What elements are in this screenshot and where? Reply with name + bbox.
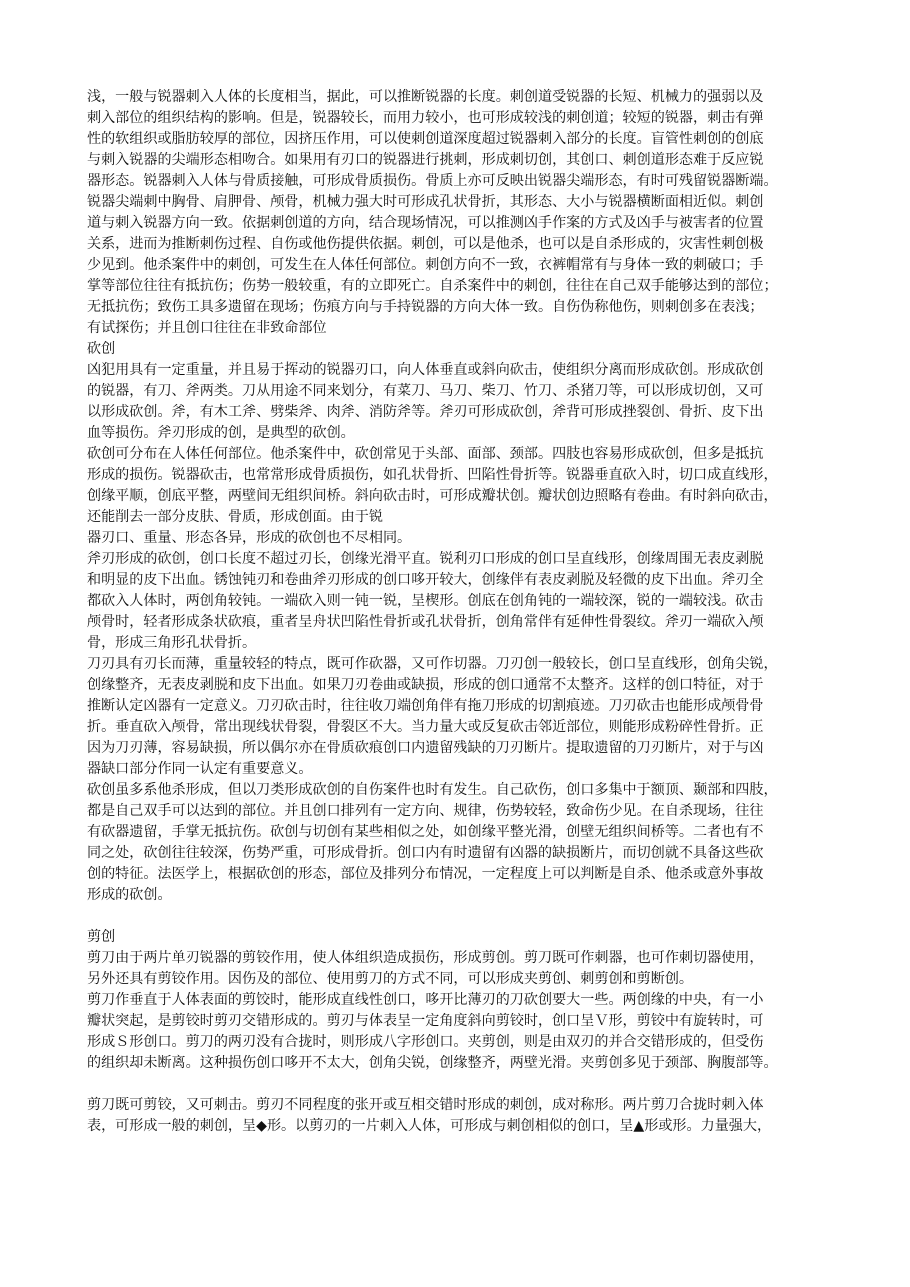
text-line: 以形成砍创。斧，有木工斧、劈柴斧、肉斧、消防斧等。斧刃可形成砍创，斧背可形成挫裂创、骨折、皮下出 bbox=[87, 404, 764, 420]
text-line: 推断认定凶器有一定意义。刀刃砍击时，往往收刀端创角伴有拖刀形成的切割痕迹。刀刃砍击也能形成颅骨骨 bbox=[87, 698, 764, 714]
text-line: 创的特征。法医学上，根据砍创的形态，部位及排列分布情况，一定程度上可以判断是自杀、他杀或意外事故 bbox=[87, 866, 764, 882]
text-line: 器形态。锐器刺入人体与骨质接触，可形成骨质损伤。骨质上亦可反映出锐器尖端形态，有时可残留锐器断端。 bbox=[87, 173, 778, 189]
text-line: 掌等部位往往有抵抗伤；伤势一般较重，有的立即死亡。自杀案件中的刺创，往往在自己双手能够达到的部位； bbox=[87, 278, 778, 294]
text-line: 性的软组织或脂肪较厚的部位，因挤压作用，可以使刺创道深度超过锐器刺入部分的长度。盲管性刺创的创底 bbox=[87, 131, 764, 147]
text-line: 形成的砍创。 bbox=[87, 887, 172, 903]
text-line: 和明显的皮下出血。锈蚀钝刃和卷曲斧刃形成的创口哆开较大，创缘伴有表皮剥脱及轻微的皮下出血。斧刃全 bbox=[87, 572, 764, 588]
text-line: 的锐器，有刀、斧两类。刀从用途不同来划分，有菜刀、马刀、柴刀、竹刀、杀猪刀等，可以形成切创，又可 bbox=[87, 383, 764, 399]
text-line: 另外还具有剪铰作用。因伤及的部位、使用剪刀的方式不同，可以形成夹剪创、刺剪创和剪断创。 bbox=[87, 971, 694, 987]
text-line: 剪创 bbox=[87, 929, 116, 945]
text-line: 剪刀作垂直于人体表面的剪饺时，能形成直线性创口，哆开比薄刃的刀砍创要大一些。两创缘的中央，有一小 bbox=[87, 992, 764, 1008]
text-line: 剪刀由于两片单刃锐器的剪铰作用，使人体组织造成损伤，形成剪创。剪刀既可作刺器，也可作刺切器使用， bbox=[87, 950, 764, 966]
text-line: 同之处，砍创往往较深，伤势严重，可形成骨折。创口内有时遗留有凶器的缺损断片，而切创就不具备这些砍 bbox=[87, 845, 764, 861]
text-line: 锐器尖端刺中胸骨、肩胛骨、颅骨，机械力强大时可形成孔状骨折，其形态、大小与锐器横断面相近似。刺创 bbox=[87, 194, 764, 210]
text-line: 创缘整齐，无表皮剥脱和皮下出血。如果刀刃卷曲或缺损，形成的创口通常不太整齐。这样的创口特征，对于 bbox=[87, 677, 764, 693]
document-page bbox=[87, 87, 832, 1137]
text-line: 刀刃具有刃长而薄，重量较轻的特点，既可作砍器，又可作切器。刀刃创一般较长，创口呈直线形，创角尖锐， bbox=[87, 656, 778, 672]
text-line: 与刺入锐器的尖端形态相吻合。如果用有刃口的锐器进行挑刺，形成刺切创，其创口、刺创道形态难于反应锐 bbox=[87, 152, 764, 168]
text-line: 器缺口部分作同一认定有重要意义。 bbox=[87, 761, 313, 777]
text-line: 都砍入人体时，两创角较钝。一端砍入则一钝一锐，呈楔形。创底在创角钝的一端较深，锐的一端较浅。砍击 bbox=[87, 593, 764, 609]
text-line: 有砍器遗留，手掌无抵抗伤。砍创与切创有某些相似之处，如创缘平整光滑，创壁无组织间桥等。二者也有不 bbox=[87, 824, 764, 840]
text-line: 刺入部位的组织结构的影响。但是，锐器较长，而用力较小，也可形成较浅的刺创道；较短的锐器，刺击有弹 bbox=[87, 110, 764, 126]
text-line: 创缘平顺，创底平整，两壁间无组织间桥。斜向砍击时，可形成瓣状创。瓣状创边照略有卷曲。有时斜向砍击， bbox=[87, 488, 778, 504]
text-line: 斧刃形成的砍创，创口长度不超过刃长，创缘光滑平直。锐利刃口形成的创口呈直线形，创缘周围无表皮剥脱 bbox=[87, 551, 764, 567]
text-line: 关系，进而为推断刺伤过程、自伤或他伤提供依据。刺创，可以是他杀，也可以是自杀形成的，灾害性刺创极 bbox=[87, 236, 764, 252]
text-line: 剪刀既可剪铰，又可刺击。剪刃不同程度的张开或互相交错时形成的刺创，成对称形。两片剪刀合拢时刺入体 bbox=[87, 1097, 764, 1113]
text-line: 无抵抗伤；致伤工具多遗留在现场；伤痕方向与手持锐器的方向大体一致。自伤伪称他伤，则刺创多在表浅； bbox=[87, 299, 764, 315]
blank-line bbox=[87, 1074, 832, 1095]
text-line: 颅骨时，轻者形成条状砍痕，重者呈舟状凹陷性骨折或孔状骨折，创角常伴有延伸性骨裂纹。斧刃一端砍入颅 bbox=[87, 614, 764, 630]
text-line: 血等损伤。斧刃形成的创，是典型的砍创。 bbox=[87, 425, 355, 441]
text-line: 砍创可分布在人体任何部位。他杀案件中，砍创常见于头部、面部、颈部。四肢也容易形成砍创，但多是抵抗 bbox=[87, 446, 764, 462]
text-line: 凶犯用具有一定重量，并且易于挥动的锐器刃口，向人体垂直或斜向砍击，使组织分离而形成砍创。形成砍创 bbox=[87, 362, 764, 378]
text-line: 砍创 bbox=[87, 341, 116, 357]
text-line: 的组织却未断离。这种损伤创口哆开不太大，创角尖锐，创缘整齐，两壁光滑。夹剪创多见于颈部、胸腹部等。 bbox=[87, 1055, 778, 1071]
text-line: 骨，形成三角形孔状骨折。 bbox=[87, 635, 257, 651]
text-line: 砍创虽多系他杀形成，但以刀类形成砍创的自伤案件也时有发生。自己砍伤，创口多集中于额顶、颞部和四肢， bbox=[87, 782, 778, 798]
text-line: 都是自己双手可以达到的部位。并且创口排列有一定方向、规律，伤势较轻，致命伤少见。在自杀现场，往往 bbox=[87, 803, 764, 819]
text-line: 器刃口、重量、形态各异，形成的砍创也不尽相同。 bbox=[87, 530, 412, 546]
text-line: 瓣状突起，是剪铰时剪刃交错形成的。剪刃与体表呈一定角度斜向剪铰时，创口呈Ｖ形，剪铰中有旋转时，可 bbox=[87, 1013, 764, 1029]
text-line: 道与刺入锐器方向一致。依据刺创道的方向，结合现场情况，可以推测凶手作案的方式及凶手与被害者的位置 bbox=[87, 215, 764, 231]
text-line: 有试探伤；并且创口往往在非致命部位 bbox=[87, 320, 327, 336]
text-line: 形成的损伤。锐器砍击，也常常形成骨质损伤，如孔状骨折、凹陷性骨折等。锐器垂直砍入时，切口成直线形， bbox=[87, 467, 778, 483]
text-line: 形成Ｓ形创口。剪刀的两刃没有合拢时，则形成八字形创口。夹剪创，则是由双刃的并合交错形成的，但受伤 bbox=[87, 1034, 764, 1050]
text-line: 浅，一般与锐器刺入人体的长度相当，据此，可以推断锐器的长度。刺创道受锐器的长短、机械力的强弱以及 bbox=[87, 89, 764, 105]
blank-line bbox=[87, 906, 832, 927]
text-line: 少见到。他杀案件中的刺创，可发生在人体任何部位。刺创方向不一致，衣裤帽常有与身体一致的刺破口；手 bbox=[87, 257, 764, 273]
text-line: 表，可形成一般的刺创，呈◆形。以剪刃的一片刺入人体，可形成与刺创相似的创口，呈▲形或形。力量强大， bbox=[87, 1118, 772, 1134]
text-line: 因为刀刃薄，容易缺损，所以偶尔亦在骨质砍痕创口内遗留残缺的刀刃断片。提取遗留的刀刃断片，对于与凶 bbox=[87, 740, 764, 756]
text-line: 折。垂直砍入颅骨，常出现线状骨裂，骨裂区不大。当力量大或反复砍击邻近部位，则能形成粉碎性骨折。正 bbox=[87, 719, 764, 735]
text-line: 还能削去一部分皮肤、骨质，形成创面。由于锐 bbox=[87, 509, 383, 525]
